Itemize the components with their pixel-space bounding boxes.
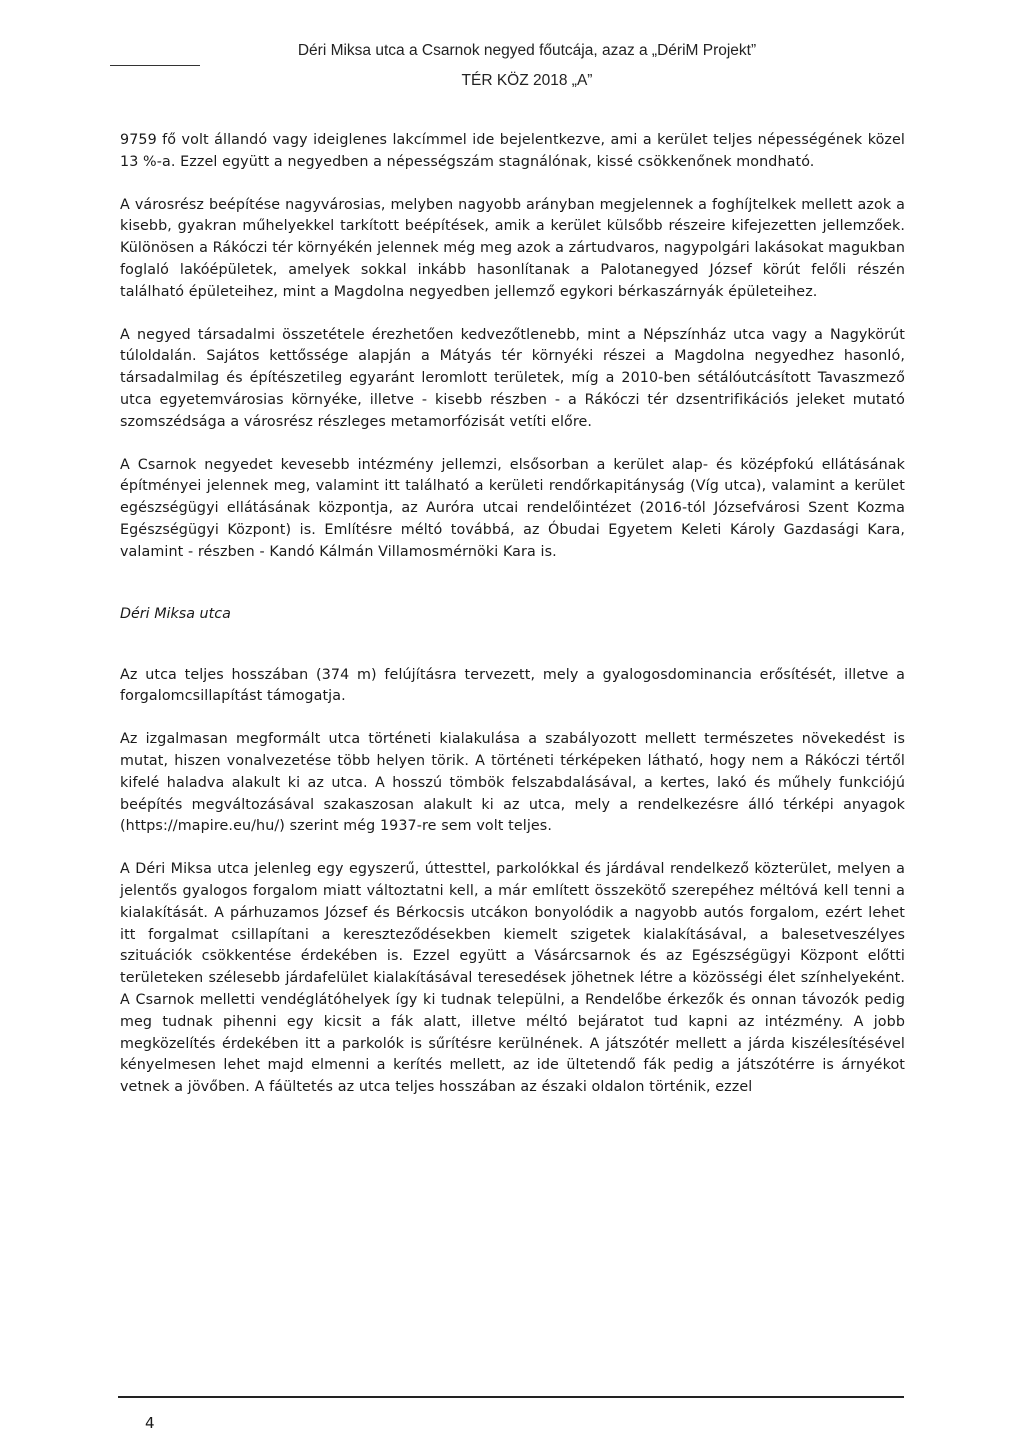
header-subtitle: TÉR KÖZ 2018 „A” xyxy=(461,72,593,89)
paragraph-social-composition: A negyed társadalmi összetétele érezhetően kedvezőtlenebb, mint a Népszínház utca vagy a Nagykörút túloldalán. Sajátos kettőssége alapján a Mátyás tér környéki részei a Magdolna negyedhez hasonló, társadalmilag és építészetileg egyaránt leromlott területek, míg a 2010-ben sétálóutcásított Tavaszmező utca egyetemvárosias környéke, illetve - kisebb részben - a Rákóczi tér dzsentrifikációs jeleket mutató szomszédsága a városrész részleges metamorfózisát vetíti előre. xyxy=(120,326,905,430)
paragraph-built-environment: A városrész beépítése nagyvárosias, melyben nagyobb arányban megjelennek a foghíjtelkek mellett azok a kisebb, gyakran műhelyekkel tarkított beépítések, amik a kerület külsőbb részeire kifejezetten jellemzőek. Különösen a Rákóczi tér környékén jelennek még meg azok a zártudvaros, nagypolgári lakásokat magukban foglaló lakóépületek, amelyek sokkal inkább hasonlítanak a Palotanegyed József körút felőli részén található épületeihez, mint a Magdolna negyedben jellemző egykori bérkaszárnyák épületeihez. xyxy=(120,196,905,300)
paragraph-institutions: A Csarnok negyedet kevesebb intézmény jellemzi, elsősorban a kerület alap- és középfokú ellátásának építményei jelennek meg, valamint itt található a kerületi rendőrkapitányság (Víg utca), valamint a kerület egészségügyi ellátásának központja, az Auróra utcai rendelőintézet (2016-tól Józsefvárosi Szent Kozma Egészségügyi Központ) is. Említésre méltó továbbá, az Óbudai Egyetem Keleti Károly Gazdasági Kara, valamint - részben - Kandó Kálmán Villamosmérnöki Kara is. xyxy=(120,456,905,560)
document-body xyxy=(120,130,905,1120)
paragraph-street-renewal: Az utca teljes hosszában (374 m) felújításra tervezett, mely a gyalogosdominancia erősítését, illetve a forgalomcsillapítást támogatja. xyxy=(120,666,905,705)
section-title: Déri Miksa utca xyxy=(120,605,231,622)
paragraph-street-current: A Déri Miksa utca jelenleg egy egyszerű, úttesttel, parkolókkal és járdával rendelkező közterület, melyen a jelentős gyalogos forgalom miatt változtatni kell, a már említett összekötő szerepéhez méltóvá kell tenni a kialakítását. A párhuzamos József és Bérkocsis utcákon bonyolódik a nagyobb autós forgalom, ezért lehet itt forgalmat csillapítani a kereszteződésekben kiemelt szigetek kialakításával, a balesetveszélyes szituációk csökkentése érdekében is. Ezzel együtt a Vásárcsarnok és az Egészségügyi Központ előtti területeken szélesebb járdafelület kialakításával teresedések jöhetnek létre a közösségi élet színhelyeként. A Csarnok melletti vendéglátóhelyek így ki tudnak települni, a Rendelőbe érkezők és onnan távozók pedig meg tudnak pihenni egy kicsit a fák alatt, illetve méltó bejáratot tud kapni az intézmény. A jobb megközelítés érdekében itt a parkolók is sűrítésre kerülnének. A játszótér mellett a járda kiszélesítésével kényelmesen lehet majd elmenni a kerítés mellett, az ide ültetendő fák pedig a játszótérre is árnyékot vetnek a jövőben. A fáültetés az utca teljes hosszában az északi oldalon történik, ezzel xyxy=(120,861,905,1096)
header-title: Déri Miksa utca a Csarnok negyed főutcája, azaz a „DériM Projekt” xyxy=(297,42,757,59)
paragraph-street-history: Az izgalmasan megformált utca történeti kialakulása a szabályozott mellett természetes növekedést is mutat, hiszen vonalvezetése több helyen törik. A történeti térképeken látható, hogy nem a Rákóczi tértől kifelé haladva alakult ki az utca. A hosszú tömbök felszabdalásával, a kertes, lakó és műhely funkciójú beépítés megváltozásával szakaszosan alakult ki az utca, mely a rendelkezésre álló térképi anyagok (https://mapire.eu/hu/) szerint még 1937-re sem volt teljes. xyxy=(120,731,905,835)
page-header xyxy=(0,36,1024,96)
page-number: 4 xyxy=(145,1414,155,1432)
footer-rule xyxy=(118,1396,904,1398)
paragraph-population: 9759 fő volt állandó vagy ideiglenes lakcímmel ide bejelentkezve, ami a kerület teljes népességének közel 13 %-a. Ezzel együtt a negyedben a népességszám stagnálónak, kissé csökkenőnek mondható. xyxy=(120,132,905,170)
